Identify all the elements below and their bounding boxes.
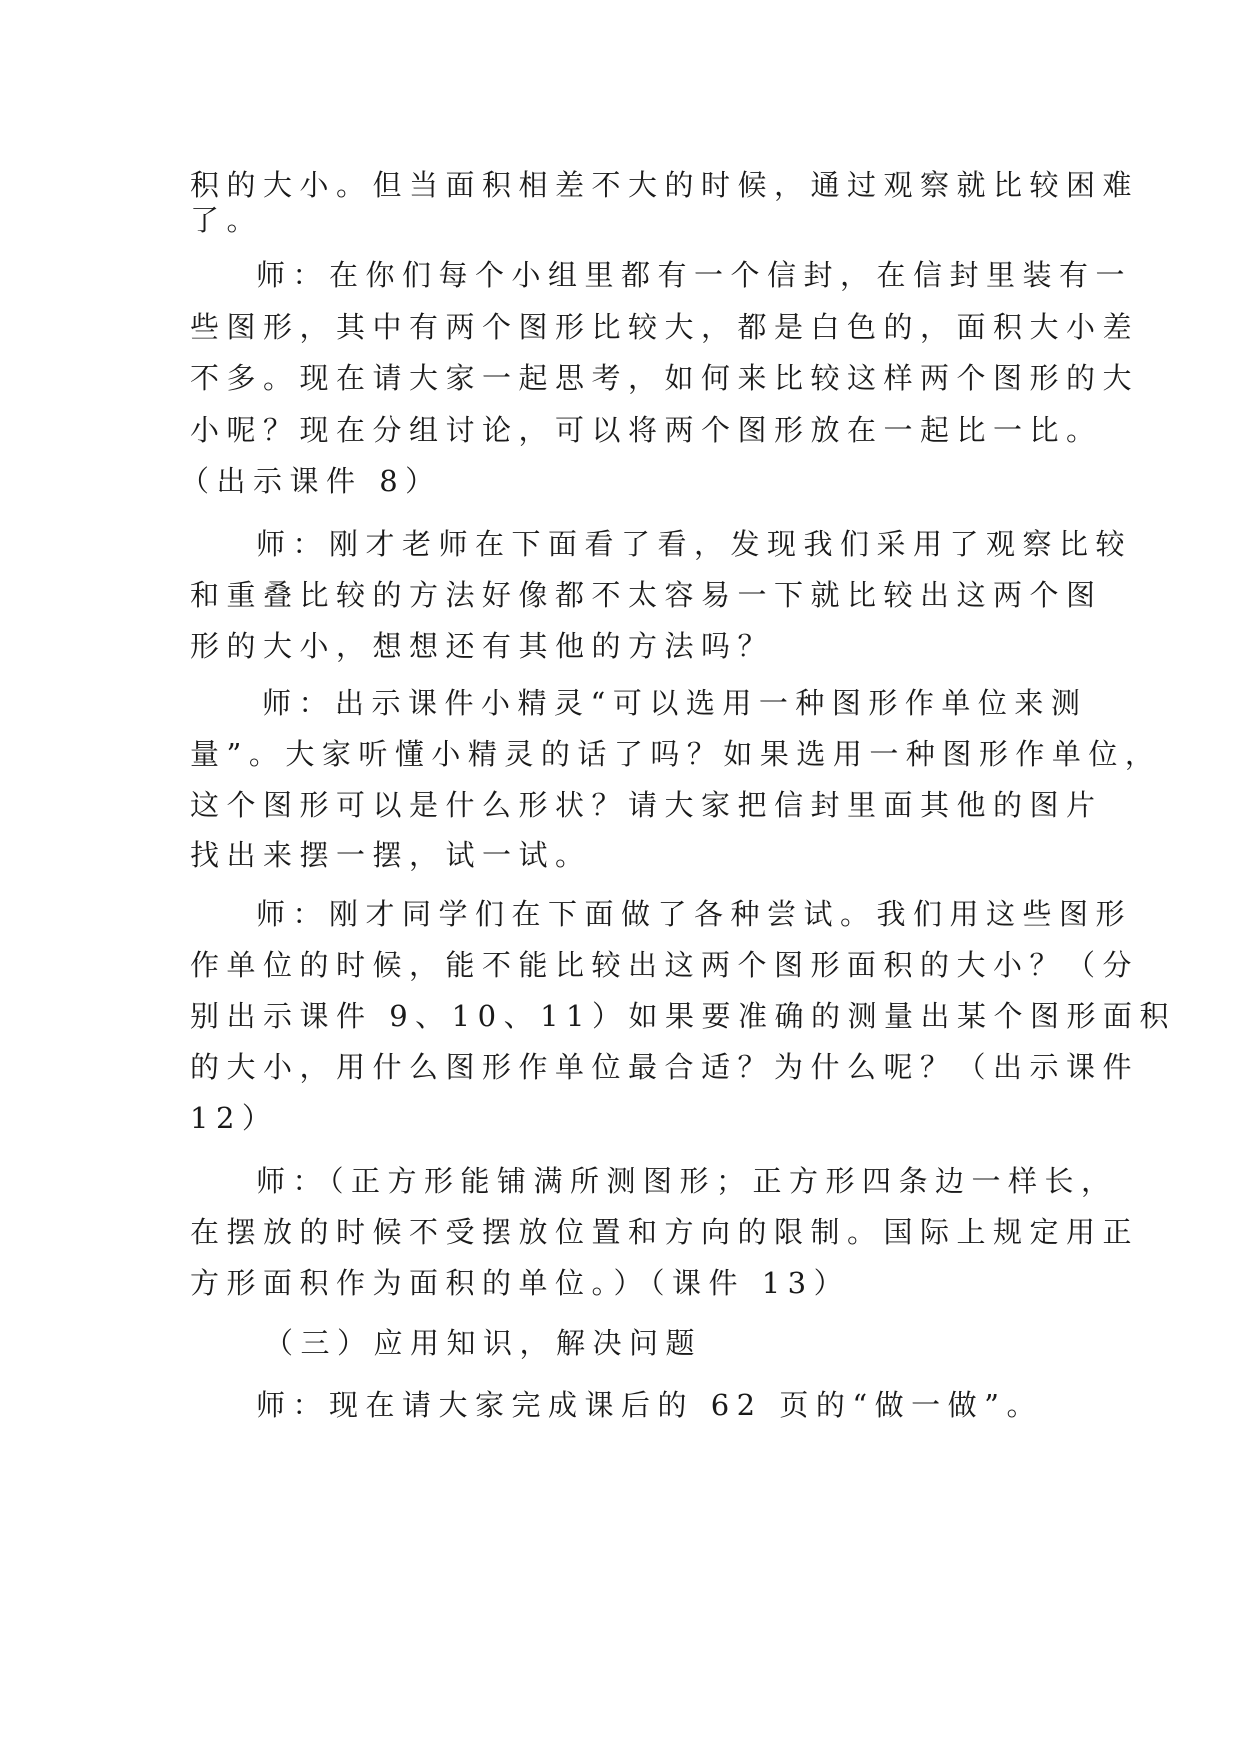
section-heading: （三）应用知识，解决问题 <box>264 1326 703 1360</box>
text-line: 的大小，用什么图形作单位最合适？为什么呢？（出示课件 <box>190 1050 1140 1084</box>
text-line: 些图形，其中有两个图形比较大，都是白色的，面积大小差 <box>190 310 1140 344</box>
paragraph-start-line: 师：出示课件小精灵“可以选用一种图形作单位来测 <box>262 686 1088 720</box>
paragraph-start-line: 师：现在请大家完成课后的 62 页的“做一做”。 <box>256 1388 1043 1422</box>
text-line: 方形面积作为面积的单位。）（课件 13） <box>190 1266 851 1300</box>
text-line: 不多。现在请大家一起思考，如何来比较这样两个图形的大 <box>190 361 1140 395</box>
text-line: 小呢？现在分组讨论，可以将两个图形放在一起比一比。 <box>190 413 1103 447</box>
text-line: 和重叠比较的方法好像都不太容易一下就比较出这两个图 <box>190 578 1103 612</box>
text-line: 积的大小。但当面积相差不大的时候，通过观察就比较困难 <box>190 168 1140 202</box>
text-line: 形的大小，想想还有其他的方法吗？ <box>190 629 775 663</box>
text-line: 作单位的时候，能不能比较出这两个图形面积的大小？（分 <box>190 948 1140 982</box>
paragraph-start-line: 师：刚才同学们在下面做了各种尝试。我们用这些图形 <box>256 897 1133 931</box>
text-line: 别出示课件 9、10、11）如果要准确的测量出某个图形面积 <box>190 999 1176 1033</box>
text-line: 这个图形可以是什么形状？请大家把信封里面其他的图片 <box>190 788 1103 822</box>
text-line: 12） <box>190 1101 279 1135</box>
paragraph-start-line: 师：刚才老师在下面看了看，发现我们采用了观察比较 <box>256 527 1133 561</box>
paragraph-start-line: 师：（正方形能铺满所测图形；正方形四条边一样长， <box>256 1164 1118 1198</box>
text-line: 量”。大家听懂小精灵的话了吗？如果选用一种图形作单位， <box>190 737 1162 771</box>
text-line: 找出来摆一摆，试一试。 <box>190 838 592 872</box>
text-line: 了。 <box>190 203 264 237</box>
text-line: 在摆放的时候不受摆放位置和方向的限制。国际上规定用正 <box>190 1215 1140 1249</box>
text-line: （出示课件 8） <box>180 464 442 498</box>
paragraph-start-line: 师：在你们每个小组里都有一个信封，在信封里装有一 <box>256 258 1133 292</box>
